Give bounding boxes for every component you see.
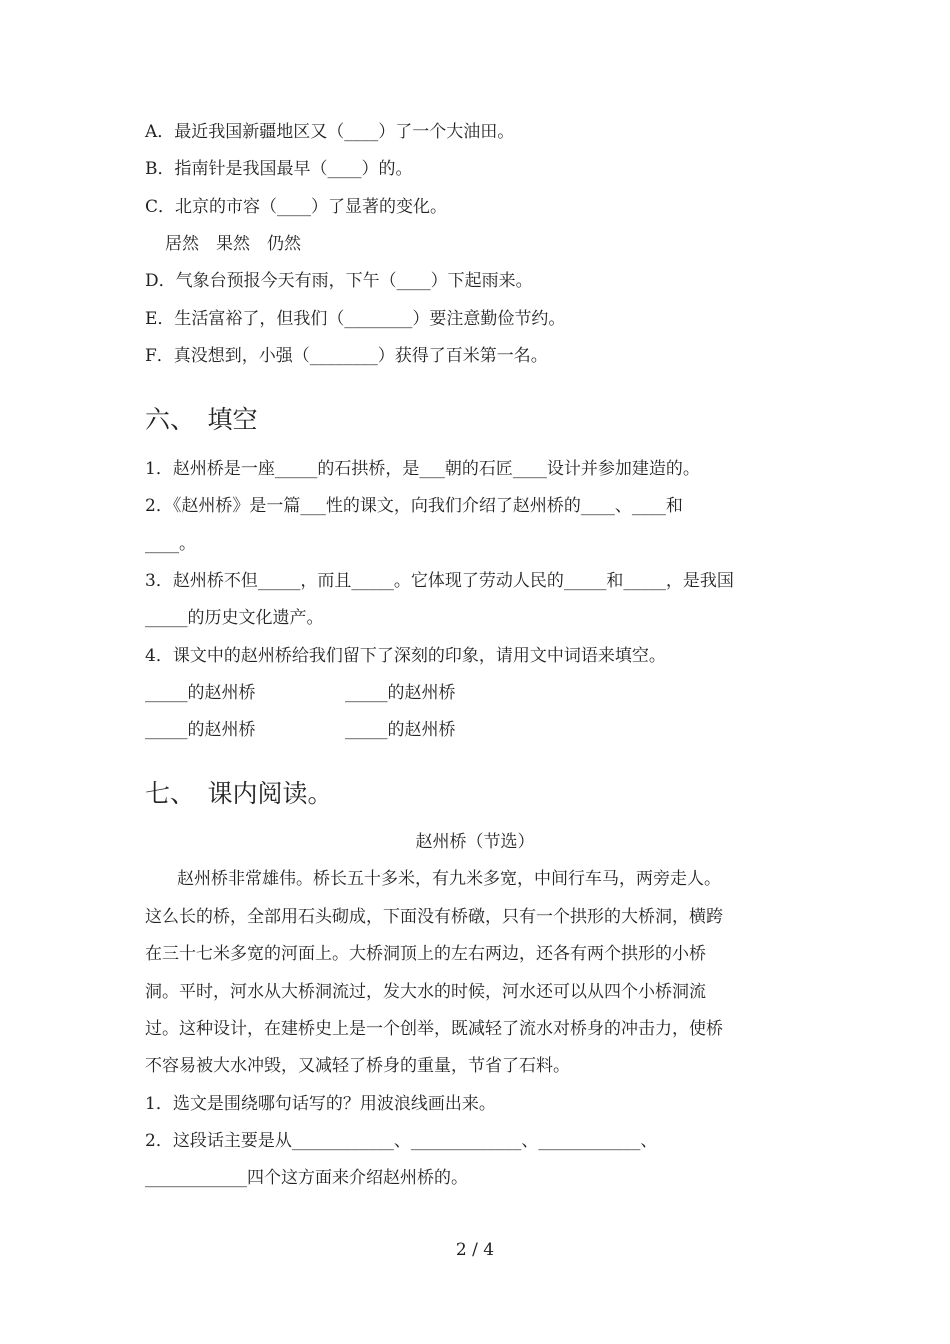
fill-q2-line2: ____。: [145, 534, 196, 554]
bridge-blank-4: _____的赵州桥: [345, 720, 456, 740]
bridge-blank-1: _____的赵州桥: [145, 683, 256, 703]
reading-q2-line2: ____________四个这方面来介绍赵州桥的。: [145, 1168, 468, 1188]
passage-line-6: 不容易被大水冲毁，又减轻了桥身的重量，节省了石料。: [145, 1056, 570, 1076]
fill-q3-line2: _____的历史文化遗产。: [145, 608, 324, 628]
bridge-blank-2: _____的赵州桥: [345, 683, 456, 703]
passage-line-1: 赵州桥非常雄伟。桥长五十多米，有九米多宽，中间行车马，两旁走人。: [177, 869, 721, 889]
passage-line-5: 过。这种设计，在建桥史上是一个创举，既减轻了流水对桥身的冲击力，使桥: [145, 1019, 723, 1039]
option-f: F．真没想到，小强（________）获得了百米第一名。: [145, 346, 548, 366]
passage-line-3: 在三十七米多宽的河面上。大桥洞顶上的左右两边，还各有两个拱形的小桥: [145, 944, 706, 964]
fill-q1: 1．赵州桥是一座_____的石拱桥，是___朝的石匠____设计并参加建造的。: [145, 459, 700, 479]
passage-line-4: 洞。平时，河水从大桥洞流过，发大水的时候，河水还可以从四个小桥洞流: [145, 982, 706, 1002]
word-choices: 居然 果然 仍然: [165, 234, 301, 254]
fill-q4: 4．课文中的赵州桥给我们留下了深刻的印象，请用文中词语来填空。: [145, 646, 666, 666]
option-d: D．气象台预报今天有雨，下午（____）下起雨来。: [145, 271, 533, 291]
passage-line-2: 这么长的桥，全部用石头砌成，下面没有桥礅，只有一个拱形的大桥洞，横跨: [145, 907, 723, 927]
option-c: C．北京的市容（____）了显著的变化。: [145, 197, 448, 217]
reading-q2-line1: 2．这段话主要是从____________、_____________、____________、: [145, 1131, 658, 1151]
section-6-heading: 六、 填空: [145, 405, 258, 434]
passage-title: 赵州桥（节选）: [415, 832, 535, 852]
fill-q3-line1: 3．赵州桥不但_____，而且_____。它体现了劳动人民的_____和_____，是我国: [145, 571, 734, 591]
page-number: 2 / 4: [455, 1240, 495, 1260]
bridge-blank-3: _____的赵州桥: [145, 720, 256, 740]
option-b: B．指南针是我国最早（____）的。: [145, 159, 413, 179]
reading-q1: 1．选文是围绕哪句话写的？用波浪线画出来。: [145, 1094, 496, 1114]
option-a: A．最近我国新疆地区又（____）了一个大油田。: [145, 122, 515, 142]
section-7-heading: 七、 课内阅读。: [145, 779, 333, 808]
option-e: E．生活富裕了，但我们（________）要注意勤俭节约。: [145, 309, 566, 329]
fill-q2-line1: 2．《赵州桥》是一篇___性的课文，向我们介绍了赵州桥的____、____和: [145, 496, 683, 516]
